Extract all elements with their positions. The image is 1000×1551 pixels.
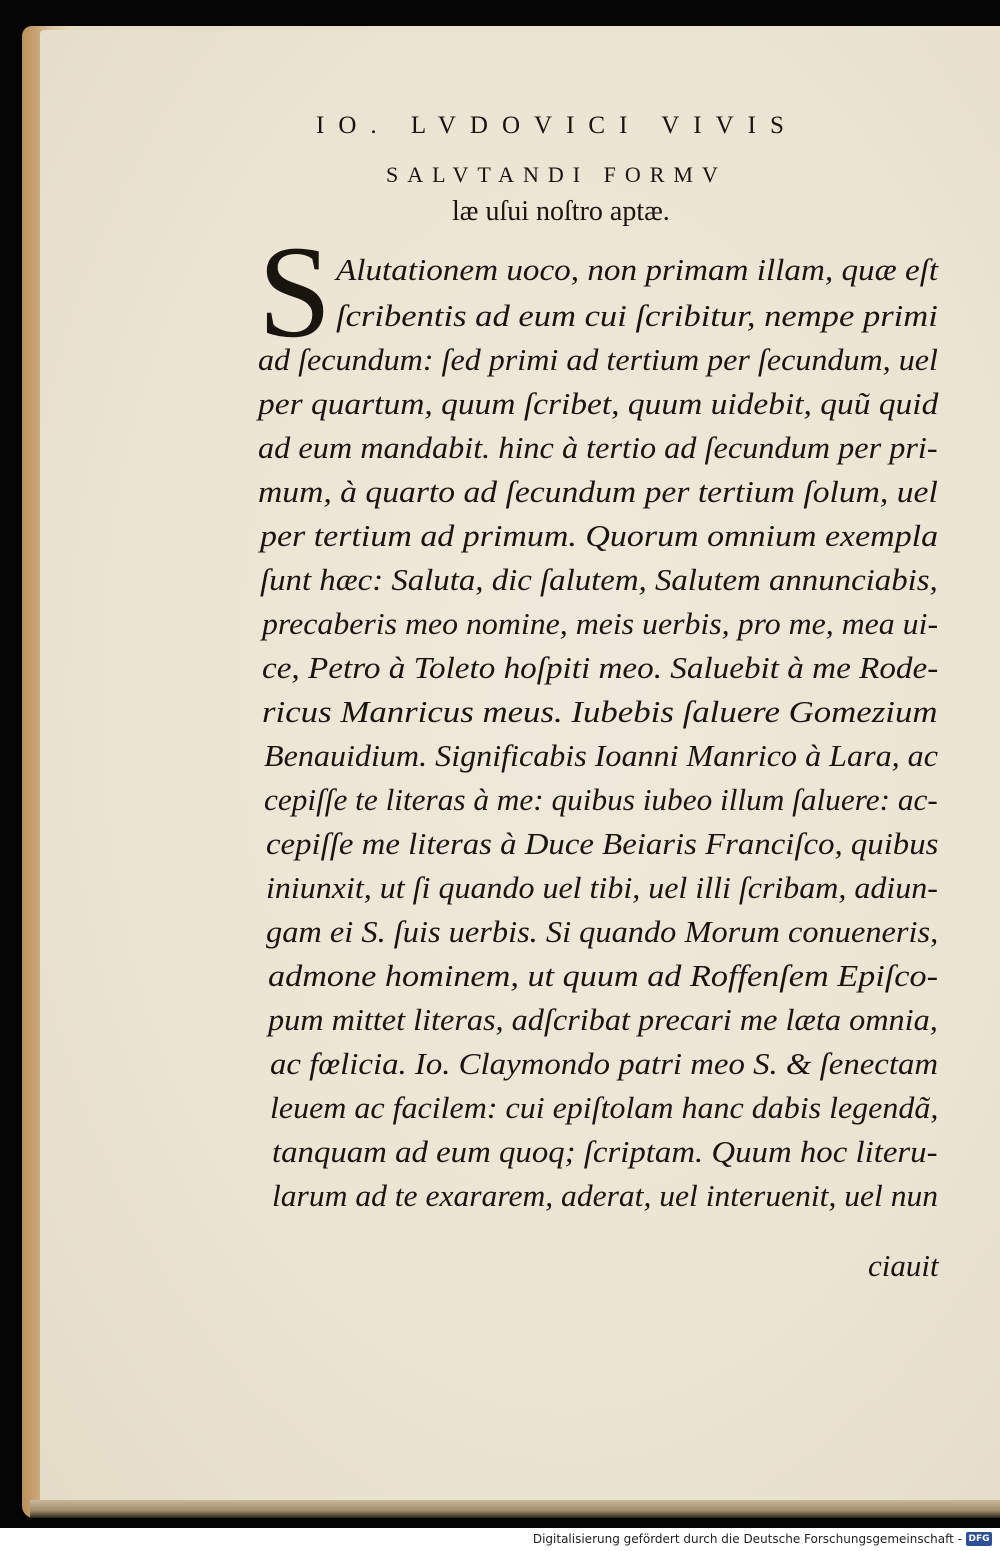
text-line: ad ſecundum: ſed primi ad tertium per ſecundum, uel xyxy=(258,342,938,377)
text-line: ſcribentis ad eum cui ſcribitur, nempe primi xyxy=(336,298,938,333)
text-line: admone hominem, ut quum ad Roffenſem Epiſco- xyxy=(268,958,938,993)
section-title-line-2: læ uſui noſtro aptæ. xyxy=(452,196,670,227)
dfg-logo: DFG xyxy=(966,1532,992,1546)
digitization-footer xyxy=(0,1528,1000,1551)
text-line: precaberis meo nomine, meis uerbis, pro me, mea ui- xyxy=(262,606,939,641)
text-line: mum, à quarto ad ſecundum per tertium ſolum, uel xyxy=(258,474,938,509)
text-line: ſunt hæc: Saluta, dic ſalutem, Salutem annunciabis, xyxy=(260,562,938,597)
text-line: ce, Petro à Toleto hoſpiti meo. Saluebit à me Rode- xyxy=(262,650,939,685)
text-line: tanquam ad eum quoq; ſcriptam. Quum hoc literu- xyxy=(272,1134,938,1169)
catchword: ciauit xyxy=(868,1248,939,1283)
text-line: ad eum mandabit. hinc à tertio ad ſecundum per pri- xyxy=(258,430,938,465)
text-line: iniunxit, ut ſi quando uel tibi, uel illi ſcribam, adiun- xyxy=(266,870,938,905)
drop-cap: S xyxy=(258,218,332,365)
text-line: per tertium ad primum. Quorum omnium exempla xyxy=(260,518,939,553)
text-line: cepiſſe me literas à Duce Beiaris Franciſco, quibus xyxy=(266,826,939,861)
text-line: cepiſſe te literas à me: quibus iubeo illum ſaluere: ac- xyxy=(264,782,938,817)
text-line: larum ad te exararem, aderat, uel interuenit, uel nun xyxy=(272,1178,939,1213)
text-line: per quartum, quum ſcribet, quum uidebit, quũ quid xyxy=(258,386,939,421)
funding-credit: Digitalisierung gefördert durch die Deutsche Forschungsgemeinschaft - xyxy=(532,1532,962,1546)
text-line: gam ei S. ſuis uerbis. Si quando Morum conueneris, xyxy=(266,914,939,949)
text-line: Benauidium. Significabis Ioanni Manrico à Lara, ac xyxy=(264,738,938,773)
running-head: IO. LVDOVICI VIVIS xyxy=(316,112,798,139)
text-line: leuem ac facilem: cui epiſtolam hanc dabis legendã, xyxy=(270,1090,939,1125)
text-line: pum mittet literas, adſcribat precari me læta omnia, xyxy=(268,1002,938,1037)
text-line: Alutationem uoco, non primam illam, quæ eſt xyxy=(336,252,939,287)
text-line: ac fœlicia. Io. Claymondo patri meo S. & ſenectam xyxy=(270,1046,939,1081)
text-line: ricus Manricus meus. Iubebis ſaluere Gomezium xyxy=(262,694,938,729)
section-title-line-1: SALVTANDI FORMV xyxy=(386,162,727,187)
